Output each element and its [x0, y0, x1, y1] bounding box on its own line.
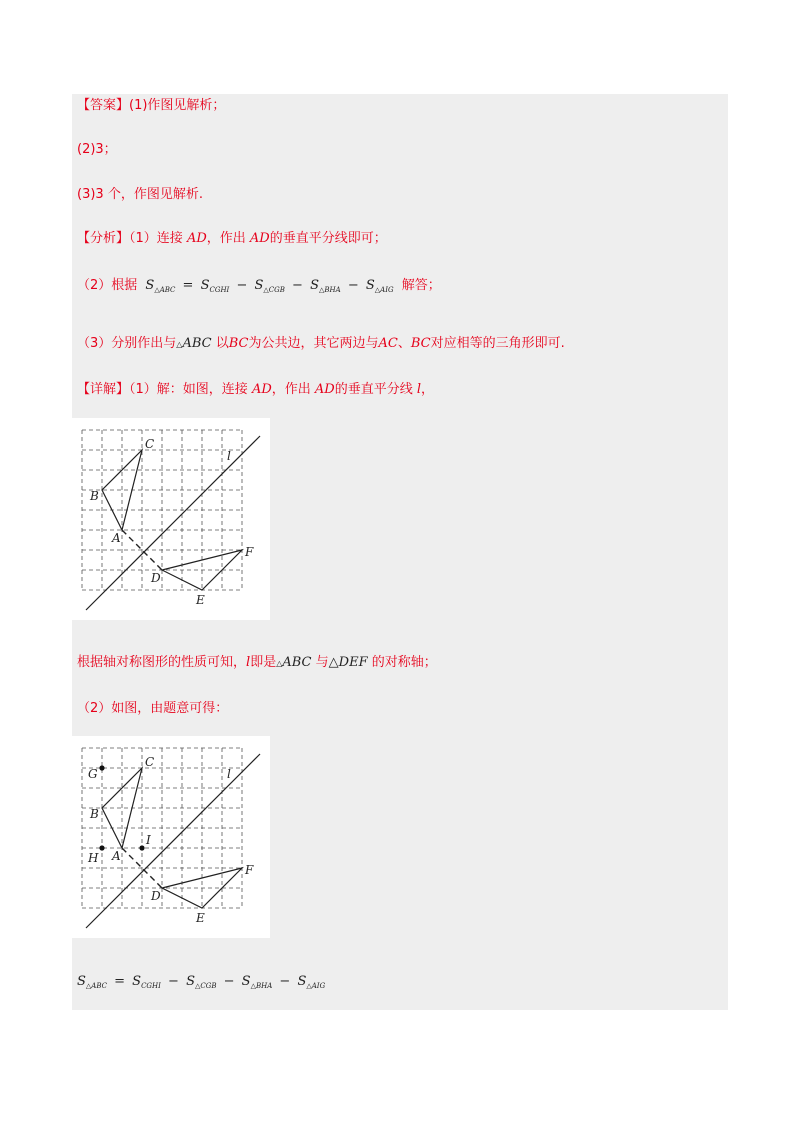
detail-text: ， [421, 382, 435, 397]
minus-sign: − [168, 974, 179, 989]
triangle-label: ABC [182, 336, 212, 351]
area-formula-inline [145, 278, 397, 293]
area-symbol: S [310, 278, 319, 293]
detail-line-2 [77, 700, 228, 718]
equals-sign: = [182, 278, 194, 293]
detail-text: 即是 [250, 655, 277, 670]
label-e: E [196, 911, 205, 925]
label-f: F [245, 545, 254, 559]
minus-sign: − [292, 278, 303, 293]
area-symbol: S [297, 974, 307, 989]
area-symbol: S [145, 278, 155, 293]
detail-text: （2）如图，由题意可得： [77, 701, 229, 716]
area-subscript: △ABC [154, 286, 176, 294]
line-label: l [246, 655, 251, 670]
area-symbol: S [132, 974, 142, 989]
point-i [139, 845, 144, 850]
answer-tag: 【答案】 [77, 98, 130, 113]
label-b: B [90, 807, 99, 821]
detail-tag: 【详解】 [77, 382, 130, 397]
label-g: G [88, 767, 98, 781]
area-subscript: △CGB [263, 286, 285, 294]
figure-2-svg [72, 736, 270, 938]
label-l: l [227, 767, 231, 781]
label-b: B [90, 489, 99, 503]
answer-part-2: (2)3； [77, 142, 117, 157]
detail-text: 与 [315, 655, 329, 670]
conclusion-line [77, 654, 437, 673]
triangle-symbol: △ [176, 340, 183, 349]
segment-label: AC [378, 336, 398, 351]
label-d: D [151, 571, 161, 585]
detail-line-1 [77, 381, 434, 399]
segment-label: BC [410, 336, 431, 351]
point-h [99, 845, 104, 850]
detail-text: 根据轴对称图形的性质可知， [77, 655, 247, 670]
analysis-text: （1）连接 [129, 231, 183, 246]
label-c: C [145, 755, 155, 769]
grid [82, 748, 242, 908]
area-subscript: △BHA [250, 982, 273, 990]
area-symbol: S [241, 974, 251, 989]
detail-text: 的垂直平分线 [334, 382, 413, 397]
symmetry-line-l [86, 436, 260, 610]
equals-sign: = [114, 974, 126, 989]
triangle-label: △DEF [328, 655, 368, 670]
segment-label: AD [314, 382, 335, 397]
area-symbol: S [77, 974, 86, 989]
answer-part-3: (3)3 个，作图见解析. [77, 187, 203, 202]
analysis-text: ，作出 [206, 231, 246, 246]
analysis-text: （3）分别作出与 [77, 336, 177, 351]
symmetry-line-l [86, 754, 260, 928]
point-g [99, 765, 104, 770]
segment-label: AD [186, 231, 207, 246]
answer-line-2 [77, 141, 117, 159]
area-symbol: S [254, 278, 264, 293]
area-subscript: △ABC [85, 982, 107, 990]
detail-text: 的对称轴； [371, 655, 437, 670]
segment-label: AD [251, 382, 272, 397]
minus-sign: − [236, 278, 248, 293]
label-d: D [151, 889, 161, 903]
area-subscript: △AIG [306, 982, 326, 990]
figure-1-svg [72, 418, 270, 620]
figure-1 [72, 418, 270, 620]
minus-sign: − [347, 278, 359, 293]
detail-text: ，作出 [271, 382, 311, 397]
answer-part-1: (1)作图见解析； [129, 98, 226, 113]
area-formula-final [77, 973, 325, 995]
analysis-tag: 【分析】 [77, 231, 130, 246]
label-a: A [112, 531, 121, 545]
analysis-line-3 [77, 335, 565, 354]
area-symbol: S [186, 974, 195, 989]
analysis-text: 对应相等的三角形即可. [430, 336, 565, 351]
analysis-text: （2）根据 [77, 278, 138, 293]
label-a: A [112, 849, 121, 863]
area-symbol: S [200, 278, 210, 293]
analysis-line-2 [77, 277, 441, 299]
label-l: l [227, 449, 231, 463]
area-subscript: △BHA [319, 286, 341, 294]
area-symbol: S [365, 278, 375, 293]
analysis-text: 解答； [401, 278, 441, 293]
analysis-text: 的垂直平分线即可； [269, 231, 387, 246]
label-i: I [146, 833, 151, 847]
analysis-text: 以 [215, 336, 229, 351]
segment-label: AD [249, 231, 270, 246]
analysis-text: 为公共边，其它两边与 [248, 336, 379, 351]
label-f: F [245, 863, 254, 877]
label-h: H [88, 851, 99, 865]
segment-label: BC [228, 336, 249, 351]
detail-text: （1）解：如图，连接 [129, 382, 248, 397]
analysis-text: 、 [397, 336, 411, 351]
area-subscript: △CGB [195, 982, 217, 990]
area-subscript: △AIG [374, 286, 394, 294]
minus-sign: − [223, 974, 235, 989]
figure-2 [72, 736, 270, 938]
triangle-label: ABC [282, 655, 312, 670]
triangle-symbol: △ [276, 659, 283, 668]
minus-sign: − [279, 974, 291, 989]
answer-line-3 [77, 186, 203, 204]
analysis-line-1 [77, 230, 387, 248]
area-subscript: CGHI [141, 982, 161, 990]
label-c: C [145, 437, 155, 451]
line-label: l [416, 382, 422, 397]
label-e: E [196, 593, 205, 607]
grid [82, 430, 242, 590]
answer-line-1 [77, 97, 225, 115]
area-subscript: CGHI [209, 286, 230, 294]
